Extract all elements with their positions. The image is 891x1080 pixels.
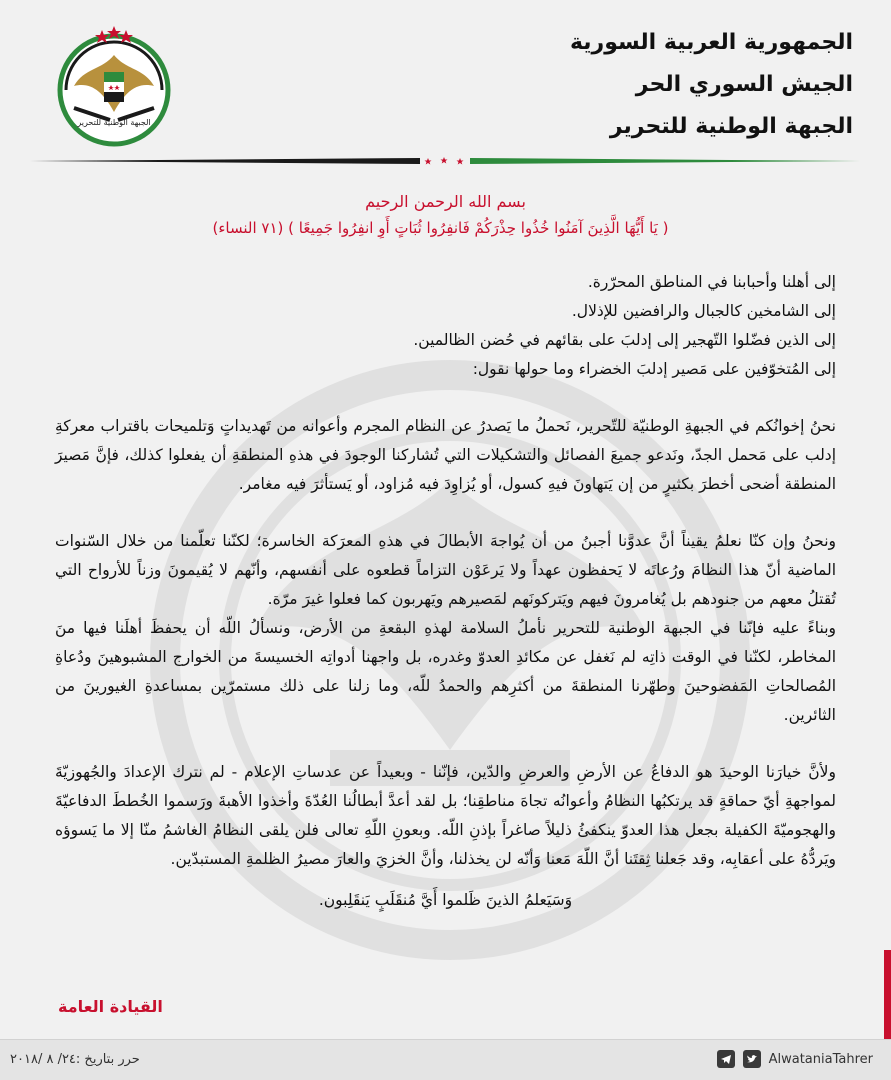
document-header	[453, 22, 853, 148]
paragraph: ولأنَّ خيارَنا الوحيدَ هو الدفاعُ عن الأرضِ والعرضِ والدّين، فإنّنا - وبعيداً عن عدساتِ الإعلام - لم نترك الإعدادَ والجُهوزيّةَ لمواجهةِ أيّ حماقةٍ قد يرتكبُها النظامُ وأعوانُه تجاهَ مناطقِنا؛ بل لقد أعدَّ أبطالُنا العُدّةَ وأخذوا الأهبةَ ورَسموا الخُططَ الدفاعيّةَ والهجوميّةَ الكفيلة بجعل هذا العدوّ ينكفئُ ذليلاً صاغراً بإذنِ اللّه. وبعونِ اللّهِ تعالى فلن يلقى النظامُ الغاشمُ منّا إلا ما يَسوؤه ويَردُّهُ على أعقابِه، وقد جَعلنا ثِقتَنا أنَّ اللّهَ مَعنا وَأنّه لن يخذلنا، وأنَّ الخزيَ والعارَ مصيرُ الظلمةِ المستبدّين.	[55, 763, 836, 868]
issue-date: حرر بتاريخ :٢٤/ ٨ /٢٠١٨	[10, 1052, 140, 1067]
closing-verse: وَسَيَعلمُ الذينَ ظَلموا أَيَّ مُنقَلَبٍ يَنقَلِبون.	[318, 891, 573, 909]
front-logo	[50, 20, 178, 148]
paragraph: وبناءً عليه فإنّنا في الجبهة الوطنية للتحرير نأملُ السلامة لهذهِ البقعةِ من الأرض، ونسألُ اللّه أن يحفظَ أهلَنا فيها منَ المخاطر، لكنّنا في الوقت ذاتِه لم نَغفل عن مكائدِ العدوّ وغدره، بل واجهنا أدواتِه الخسيسةَ من الخوارج المشبوهينَ ودُعاةِ المُصالحاتِ المَفضوحينَ وطهّرنا المنطقةَ من أكثرِهم والحمدُ للّه، وما زلنا على ذلك مستمرّين بمساعدةِ الغيورينَ من الثائرين.	[55, 619, 836, 724]
eagle-emblem-icon	[50, 20, 178, 148]
quran-verse: ( يَا أَيُّهَا الَّذِينَ آمَنُوا خُذُوا حِذْرَكُمْ فَانفِرُوا ثُبَاتٍ أَوِ انفِرُوا جَمِيعًا ) (٧١ النساء)	[212, 219, 669, 237]
twitter-icon[interactable]	[743, 1050, 761, 1068]
paragraph: نحنُ إخوانُكم في الجبهةِ الوطنيّة للتّحرير، نَحملُ ما يَصدرُ عن النظام المجرم وأعوانه من تَهديداتٍ وَتلميحات باقتراب معركةِ إدلب على مَحمل الجدّ، ونَدعو جميعَ الفصائل والتشكيلات التي تُشاركنا الوجودَ في هذهِ المنطقةِ أن يفعلوا كذلك، فإنَّ مَصيرَ المنطقة أضحى أخطرَ بكثيرٍ من إن يَتهاونَ فيهِ كسول، أو يُزاوِدَ فيه مُزاود، أو يَستأثرَ فيه مغامر.	[55, 417, 836, 493]
footer-bar	[0, 1039, 891, 1080]
accent-bar	[884, 950, 891, 1040]
header-front: الجبهة الوطنية للتحرير	[609, 114, 853, 139]
basmala: بسم الله الرحمن الرحيم	[365, 192, 526, 211]
paragraph: ونحنُ وإن كنّا نعلمُ يقيناً أنَّ عدوَّنا أجبنُ من أن يُواجهَ الأبطالَ في هذهِ المعرَكة الخاسرة؛ لكنّنا تعلّمنا من خلال السّنوات الماضية أنّ هذا النظامَ ورُعاتَه لا يَحفظون عهداً ولا يَرعَوْن التزاماً قطعوه على أنفسهم، وأنّهم لا يُقيمونَ وزناً للأرواح التي تُقتلُ معهم من جنودهم بل يُغامرونَ فيهم ويَتركونَهم لمَصيرهم ويَهربون كما فعلوا غيرَ مرّة.	[55, 532, 836, 608]
social-handle[interactable]: AlwataniaTahrer	[768, 1051, 873, 1067]
address-line: إلى المُتخوّفين على مَصير إدلبَ الخضراء وما حولها نقول:	[472, 360, 836, 378]
logo-caption: الجبهة الوطنية للتحرير	[77, 118, 151, 127]
address-line: إلى الشامخين كالجبال والرافضين للإذلال.	[571, 302, 836, 320]
address-line: إلى أهلنا وأحبابنا في المناطق المحرّرة.	[587, 273, 836, 291]
signature: القيادة العامة	[58, 997, 163, 1016]
header-divider	[30, 156, 860, 166]
social-handles	[717, 1050, 873, 1068]
header-army: الجيش السوري الحر	[635, 72, 853, 97]
header-country: الجمهورية العربية السورية	[569, 30, 853, 55]
address-line: إلى الذين فضّلوا التّهجير إلى إدلبَ على بقائهم في حُضن الظالمين.	[413, 331, 836, 349]
telegram-icon[interactable]	[717, 1050, 735, 1068]
statement-body	[55, 268, 836, 943]
